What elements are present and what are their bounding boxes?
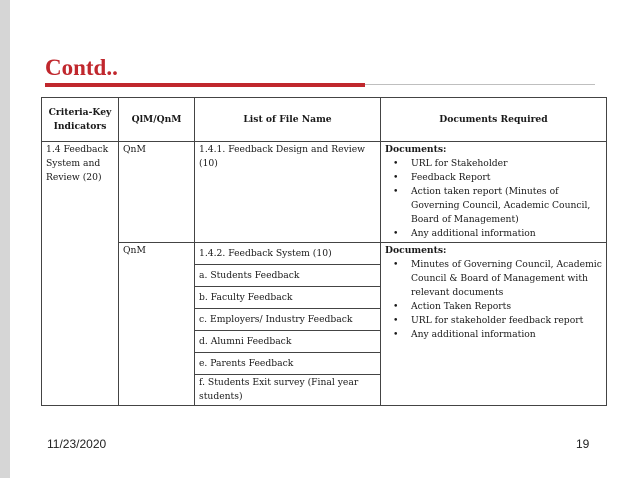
list-item: • Any additional information	[411, 227, 602, 241]
list-item: • Action Taken Reports	[411, 300, 602, 314]
table-row	[42, 243, 607, 265]
file-cell: 1.4.1. Feedback Design and Review (10)	[195, 142, 381, 243]
list-item: • Minutes of Governing Council, Academic Council & Board of Management with relevant documents	[411, 258, 602, 300]
table-header-row	[42, 98, 607, 142]
file-cell: c. Employers/ Industry Feedback	[195, 309, 381, 331]
file-cell: a. Students Feedback	[195, 265, 381, 287]
list-item: • Feedback Report	[411, 171, 602, 185]
file-cell: 1.4.2. Feedback System (10)	[195, 243, 381, 265]
qlm-cell: QnM	[119, 142, 195, 243]
footer-date: 11/23/2020	[47, 437, 107, 451]
file-cell: d. Alumni Feedback	[195, 331, 381, 353]
list-item: • Action taken report (Minutes of Governing Council, Academic Council, Board of Management)	[411, 185, 602, 227]
file-cell: f. Students Exit survey (Final year students)	[195, 375, 381, 406]
feedback-table	[41, 97, 607, 406]
left-decorative-bar	[0, 0, 10, 478]
title-underline-red	[45, 83, 365, 87]
list-item: • URL for stakeholder feedback report	[411, 314, 602, 328]
list-item: • URL for Stakeholder	[411, 157, 602, 171]
slide-title: Contd..	[45, 55, 118, 80]
file-cell: e. Parents Feedback	[195, 353, 381, 375]
docs-cell	[381, 243, 607, 406]
header-criteria: Criteria-Key Indicators	[42, 98, 119, 142]
criteria-cell: 1.4 Feedback System and Review (20)	[42, 142, 119, 406]
qlm-cell: QnM	[119, 243, 195, 406]
table-row	[42, 142, 607, 243]
file-cell: b. Faculty Feedback	[195, 287, 381, 309]
docs-list	[385, 258, 602, 342]
list-item: • Any additional information	[411, 328, 602, 342]
docs-title: Documents:	[385, 144, 447, 155]
docs-title: Documents:	[385, 245, 447, 256]
docs-list	[385, 157, 602, 241]
page-number: 19	[576, 437, 590, 451]
header-qlm: QlM/QnM	[119, 98, 195, 142]
header-files: List of File Name	[195, 98, 381, 142]
header-docs: Documents Required	[381, 98, 607, 142]
docs-cell	[381, 142, 607, 243]
